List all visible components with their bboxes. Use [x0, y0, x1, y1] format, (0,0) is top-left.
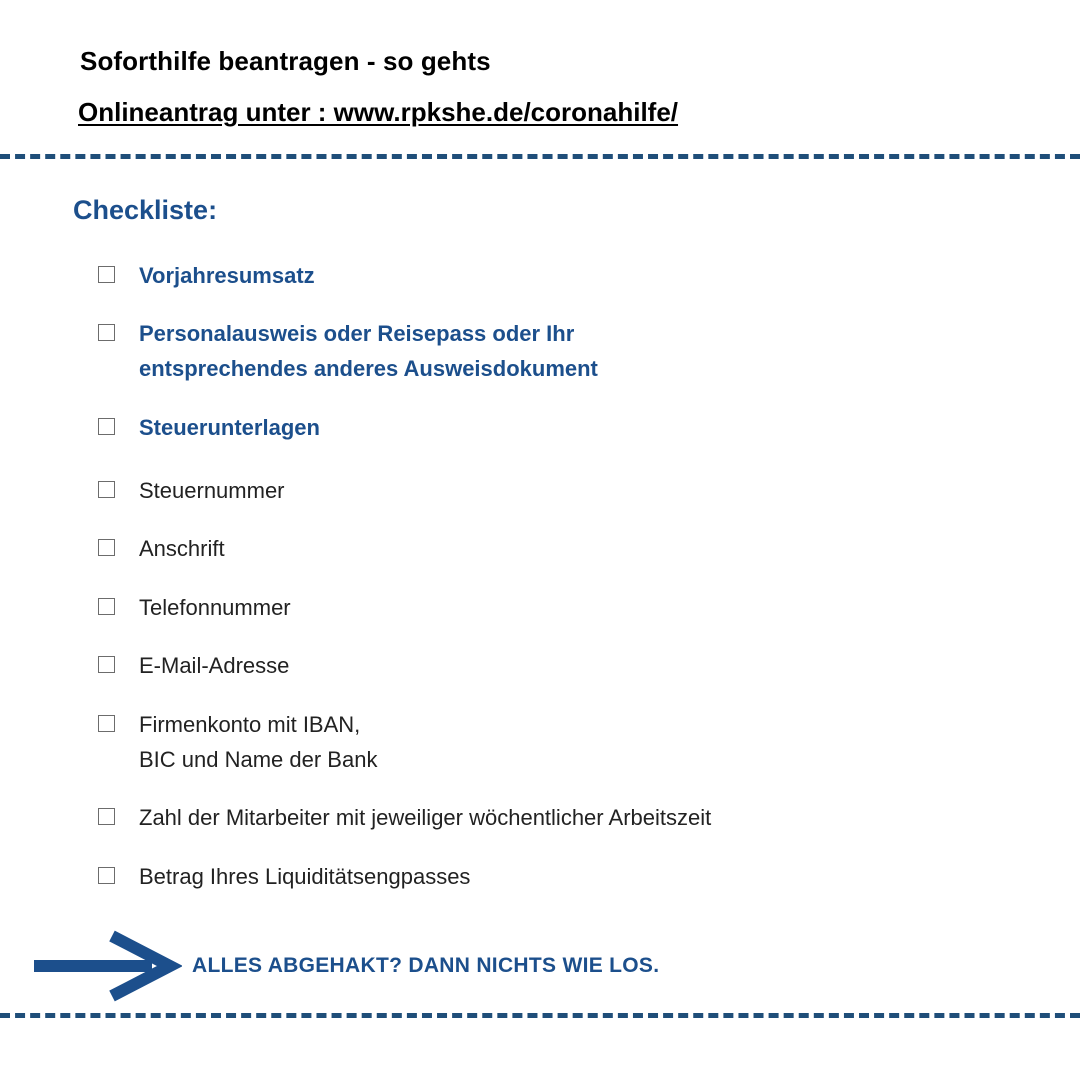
page-title: Soforthilfe beantragen - so gehts [80, 46, 491, 76]
checkbox[interactable] [98, 418, 115, 435]
checklist-item[interactable] [98, 414, 320, 445]
checklist-item-label: Zahl der Mitarbeiter mit jeweiliger wöchentlicher Arbeitszeit [139, 805, 712, 830]
dashed-divider-top [0, 154, 1080, 159]
checklist-item-label: E-Mail-Adresse [139, 653, 290, 678]
checklist-item-label: Betrag Ihres Liquiditätsengpasses [139, 864, 471, 889]
checklist-item[interactable] [98, 652, 289, 683]
checklist-item-label: Anschrift [139, 536, 225, 561]
checklist-item[interactable] [98, 594, 291, 625]
checklist-item[interactable] [98, 804, 711, 835]
checklist-title: Checkliste: [73, 195, 218, 225]
dashed-divider-bottom [0, 1013, 1080, 1018]
checkbox[interactable] [98, 266, 115, 283]
checkbox[interactable] [98, 324, 115, 341]
arrow-right-icon [32, 930, 182, 1002]
checkbox[interactable] [98, 715, 115, 732]
checklist-item-label: Steuernummer [139, 478, 285, 503]
checkbox[interactable] [98, 656, 115, 673]
checkbox[interactable] [98, 867, 115, 884]
checklist-item[interactable] [98, 535, 225, 566]
checklist-item[interactable] [98, 262, 315, 293]
online-application-link[interactable]: Onlineantrag unter : www.rpkshe.de/coronahilfe/ [78, 97, 679, 127]
checklist-item-label: Vorjahresumsatz [139, 263, 315, 288]
checkbox[interactable] [98, 539, 115, 556]
checkbox[interactable] [98, 808, 115, 825]
checklist-item-label: Telefonnummer [139, 595, 291, 620]
cta-text[interactable]: ALLES ABGEHAKT? DANN NICHTS WIE LOS. [192, 954, 660, 977]
checklist-item[interactable] [98, 320, 598, 386]
checklist-item-label: Personalausweis oder Reisepass oder Ihr entsprechendes anderes Ausweisdokument [139, 321, 598, 381]
checklist-item-label: Firmenkonto mit IBAN, BIC und Name der Bank [139, 712, 378, 772]
checkbox[interactable] [98, 598, 115, 615]
checkbox[interactable] [98, 481, 115, 498]
checklist-item[interactable] [98, 863, 470, 894]
checklist-item[interactable] [98, 477, 285, 508]
checklist-item-label: Steuerunterlagen [139, 415, 320, 440]
checklist-item[interactable] [98, 711, 377, 777]
